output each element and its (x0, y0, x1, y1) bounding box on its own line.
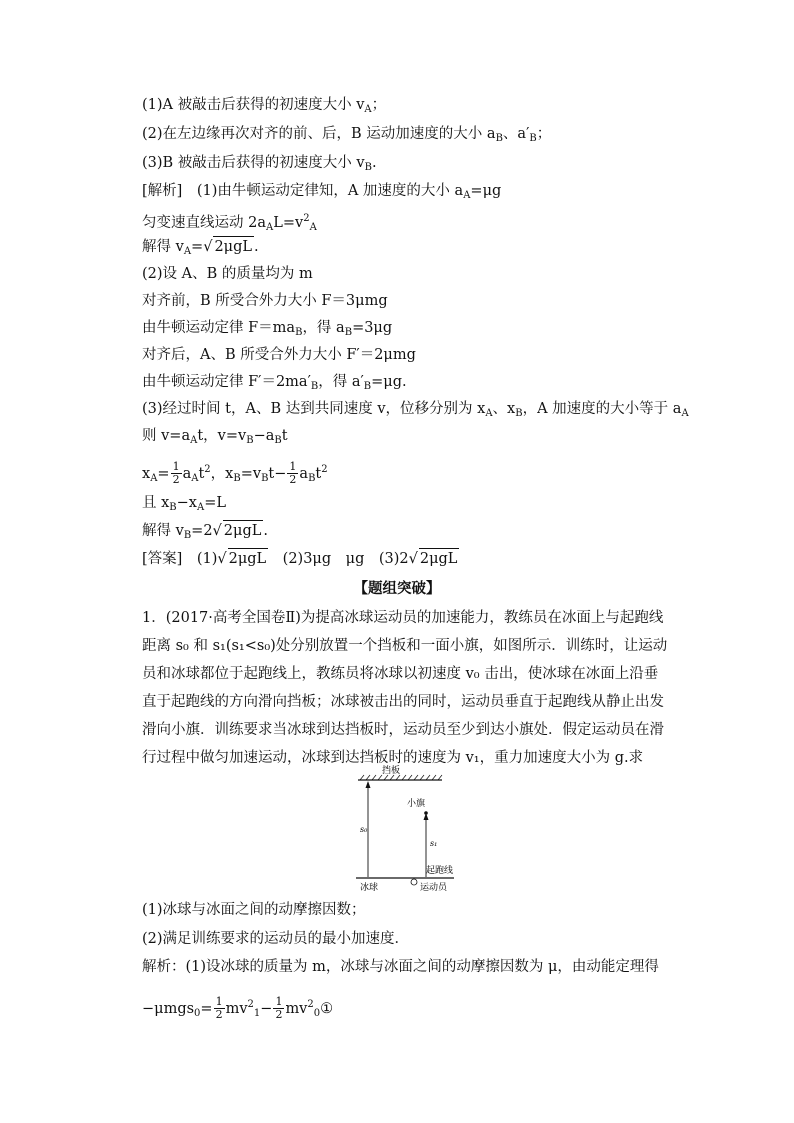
solution-line-13: 解得 $v_B=2√$ 2μgL . (142, 520, 268, 546)
solution-line-6: 由牛顿运动定律 $F=ma_B$，得 $a_B=3\mu g$ (142, 320, 393, 338)
solution-line-11: $x_A=$ $\frac{1}{2}$ $a_At^2$，$x_B=v_Bt-$ $\frac{1}{2}$ $a_Bt^2$ (142, 460, 328, 487)
question-1: (1)A 被敲击后获得的初速度大小 $v_A$； (142, 97, 387, 115)
solution-line-8: 由牛顿运动定律 $F'=2ma'_B$，得 $a'_B=\mu g$. (142, 374, 407, 392)
sub-question-2: (2)满足训练要求的运动员的最小加速度． (142, 931, 410, 947)
solution-line-7: 对齐后，A、B 所受合外力大小 F′＝2μmg (142, 347, 416, 363)
flag-label: 小旗 (407, 799, 426, 809)
athlete-icon (411, 879, 417, 885)
fraction-half: $\frac{1}{2}$ (275, 995, 283, 1022)
problem-text: 1．(2017·高考全国卷Ⅱ)为提高冰球运动员的加速能力，教练员在冰面上与起跑线距离 s₀ 和 s₁(s₁<s₀)处分别放置一个挡板和一面小旗，如图所示．训练时，让运动员和冰球都位于起跑线上，教练员将冰球以初速度 v₀ 击出，使冰球在冰面上沿垂直于起跑线的方向滑向挡板；冰球被击出的同时，运动员垂直于起跑线从静止出发滑向小旗．训练要求当冰球到达挡板时，运动员至少到达小旗处．假定运动员在滑行过程中做匀加速运动，冰球到达挡板时的速度为 v₁，重力加速度大小为 g.求 (142, 610, 668, 766)
baffle-label: 挡板 (382, 766, 401, 776)
solution-line-10: 则 $v=a_At$，$v=v_B-a_Bt$ (142, 428, 288, 446)
solution-line-4: (2)设 A、B 的质量均为 m (142, 266, 313, 282)
solution-line-2: 匀变速直线运动 $2a_AL=v^2_A$ (142, 213, 317, 233)
solution-line-3: 解得 $v_A=√$ 2μgL . (142, 236, 259, 262)
puck-label: 冰球 (360, 883, 379, 893)
solution-line-9: (3)经过时间 t，A、B 达到共同速度 v，位移分别为 $x_A$、$x_B$，A 加速度的大小等于 $a_A$ (142, 401, 689, 419)
fraction-half: $\frac{1}{2}$ (289, 460, 297, 487)
section-title: 【题组突破】 (353, 580, 441, 597)
s0-label: s₀ (360, 825, 368, 834)
solution-line-1: [解析] (1)由牛顿运动定律知，A 加速度的大小 $a_A=\mu g$ (142, 183, 502, 201)
s0-arrowhead (366, 781, 371, 788)
question-2: (2)在左边缘再次对齐的前、后，B 运动加速度的大小 $a_B$、$a'_B$； (142, 126, 552, 144)
fraction-half: $\frac{1}{2}$ (172, 460, 180, 487)
baffle-hatch (360, 775, 442, 780)
sub-question-1: (1)冰球与冰面之间的动摩擦因数； (142, 902, 366, 918)
solution-line-12: 且 $x_B-x_A=L$ (142, 495, 226, 513)
ice-hockey-diagram (350, 760, 470, 895)
s1-label: s₁ (430, 839, 438, 848)
fraction-half: $\frac{1}{2}$ (215, 995, 223, 1022)
answer-line: [答案] (1)√ 2μgL (2)3μg μg (3)2√ 2μgL (142, 548, 459, 569)
start-line-label: 起跑线 (426, 866, 454, 876)
solution-line-5: 对齐前，B 所受合外力大小 F＝3μmg (142, 293, 388, 309)
equation-1: −μmgs$_0$= $\frac{1}{2}$ $mv^2_1-$ $\frac{1}{2}$ $mv^2_0①$ (142, 995, 334, 1022)
athlete-label: 运动员 (420, 883, 448, 893)
flag-marker (424, 811, 428, 815)
solution-intro: 解析：(1)设冰球的质量为 m，冰球与冰面之间的动摩擦因数为 μ，由动能定理得 (142, 959, 659, 975)
question-3: (3)B 被敲击后获得的初速度大小 $v_B$. (142, 155, 377, 173)
